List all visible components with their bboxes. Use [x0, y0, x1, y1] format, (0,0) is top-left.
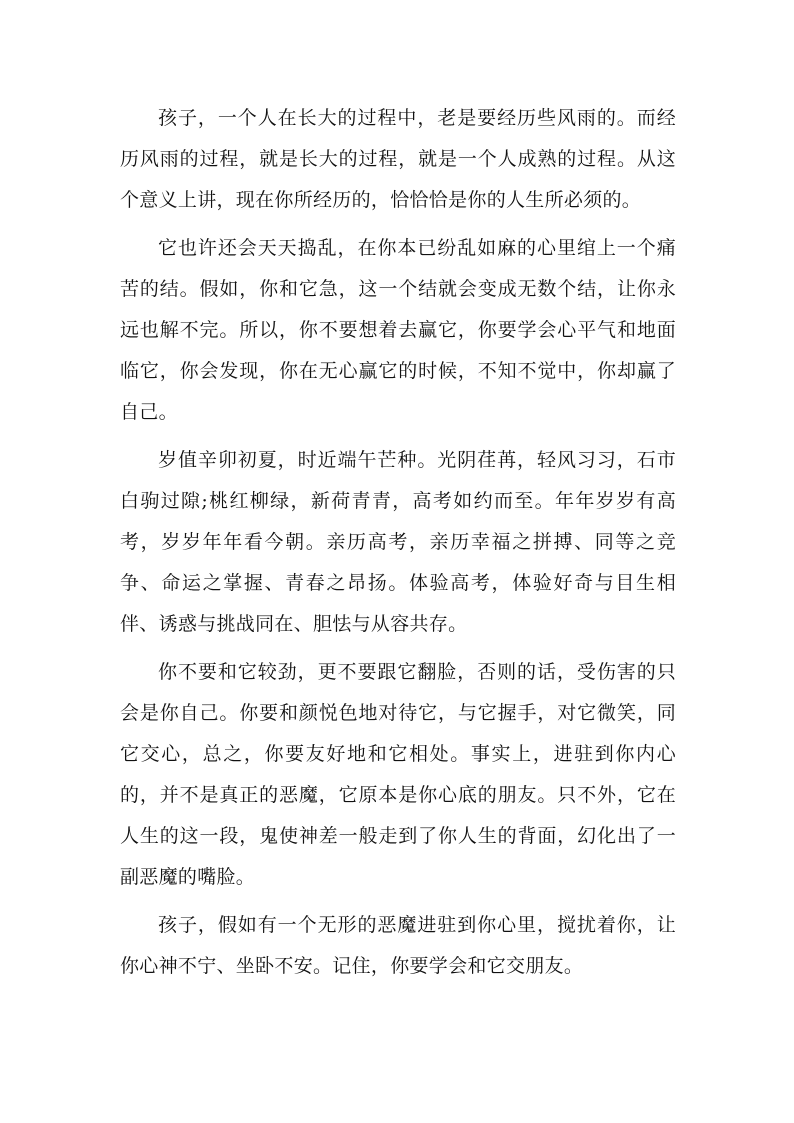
paragraph-5: 孩子，假如有一个无形的恶魔进驻到你心里，搅扰着你，让你心神不宁、坐卧不安。记住，你要学会和它交朋友。 — [120, 914, 676, 977]
paragraph-2: 它也许还会天天捣乱，在你本已纷乱如麻的心里绾上一个痛苦的结。假如，你和它急，这一个结就会变成无数个结，让你永远也解不完。所以，你不要想着去赢它，你要学会心平气和地面临它，你会发现，你在无心赢它的时候，不知不觉中，你却赢了自己。 — [120, 237, 676, 423]
paragraph-1: 孩子，一个人在长大的过程中，老是要经历些风雨的。而经历风雨的过程，就是长大的过程，就是一个人成熟的过程。从这个意义上讲，现在你所经历的，恰恰恰是你的人生所必须的。 — [120, 107, 676, 211]
paragraph-3: 岁值辛卯初夏，时近端午芒种。光阴荏苒，轻风习习，石市白驹过隙;桃红柳绿，新荷青青，高考如约而至。年年岁岁有高考，岁岁年年看今朝。亲历高考，亲历幸福之拼搏、同等之竞争、命运之掌握、青春之昂扬。体验高考，体验好奇与目生相伴、诱惑与挑战同在、胆怯与从容共存。 — [120, 449, 676, 635]
paragraph-4: 你不要和它较劲，更不要跟它翻脸，否则的话，受伤害的只会是你自己。你要和颜悦色地对待它，与它握手，对它微笑，同它交心，总之，你要友好地和它相处。事实上，进驻到你内心的，并不是真正的恶魔，它原本是你心底的朋友。只不外，它在人生的这一段，鬼使神差一般走到了你人生的背面，幻化出了一副恶魔的嘴脸。 — [120, 661, 676, 888]
document-body — [120, 98, 676, 994]
